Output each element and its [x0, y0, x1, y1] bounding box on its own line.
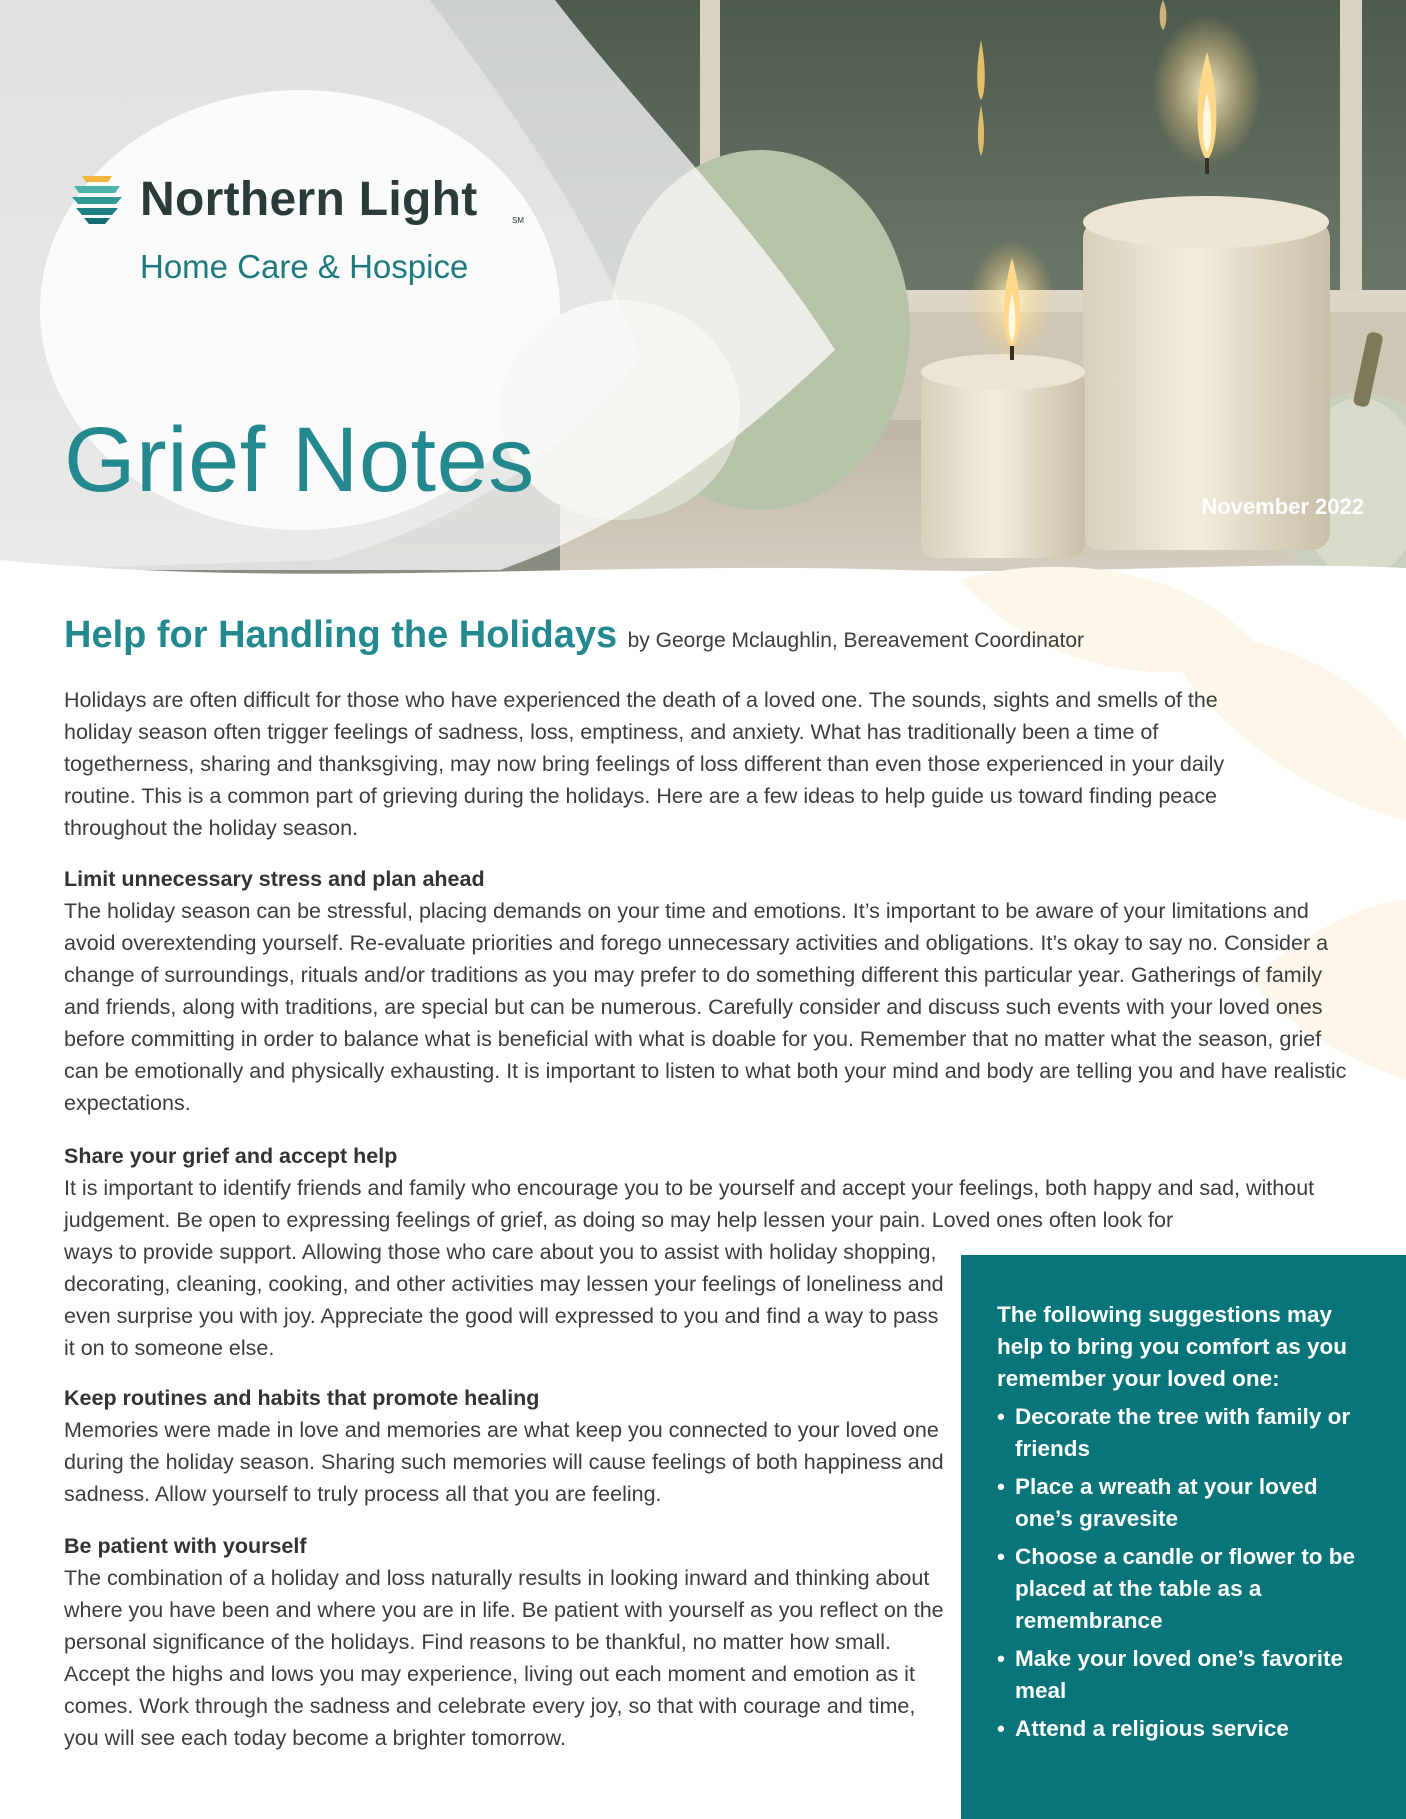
list-item-text: Decorate the tree with family or friends — [1015, 1404, 1351, 1461]
section-body: The holiday season can be stressful, placing demands on your time and emotions. It’s important to be aware of your limitations and avoid overextending yourself. Re-evaluate priorities and forego unnecessary activities and obligations. It’s okay to say no. Consider a change of surroundings, rituals and/or traditions as you may prefer to do something different this particular year. Gatherings of family and friends, along with traditions, are special but can be numerous. Carefully consider and discuss such events with your loved ones before committing in order to balance what is beneficial with what is doable for you. Remember that no matter what the season, grief can be emotionally and physically exhausting. It is important to listen to what both your mind and body are telling you and have realistic expectations. — [64, 899, 1347, 1115]
list-item-text: Make your loved one’s favorite meal — [1015, 1646, 1344, 1703]
section-body: The combination of a holiday and loss naturally results in looking inward and thinking about where you have been and where you are in life. Be patient with yourself as you reflect on the personal significance of the holidays. Find reasons to be thankful, no matter how small. Accept the highs and lows you may experience, living out each moment and emotion as it comes. Work through the sadness and celebrate every joy, so that with courage and time, you will see each today become a brighter tomorrow. — [64, 1566, 944, 1750]
suggestions-list — [997, 1401, 1377, 1751]
section-routines — [64, 1382, 944, 1510]
bullet-icon: • — [997, 1404, 1005, 1429]
list-item — [997, 1643, 1377, 1707]
section-share-grief — [64, 1140, 1354, 1236]
list-item-text: Attend a religious service — [1015, 1716, 1289, 1741]
list-item-text: Choose a candle or flower to be placed at the table as a remembrance — [1015, 1544, 1356, 1633]
section-share-grief-continued: ways to provide support. Allowing those who care about you to assist with holiday shopping, decorating, cleaning, cooking, and other activities may lessen your feelings of loneliness and even surprise you with joy. Appreciate the good will expressed to you and find a way to pass it on to someone else. — [64, 1240, 944, 1360]
section-heading: Keep routines and habits that promote healing — [64, 1386, 540, 1410]
hero-banner — [0, 0, 1406, 600]
service-mark: SM — [512, 216, 524, 225]
list-item — [997, 1401, 1377, 1465]
list-item — [997, 1713, 1377, 1745]
section-body: Memories were made in love and memories are what keep you connected to your loved one during the holiday season. Sharing such memories will cause feelings of both happiness and sadness. Allow yourself to truly process all that you are feeling. — [64, 1418, 944, 1506]
section-heading: Be patient with yourself — [64, 1534, 307, 1558]
section-body: It is important to identify friends and family who encourage you to be yourself and accept your feelings, both happy and sad, without judgement. Be open to expressing feelings of grief, as doing so may help lessen your pain. Loved ones often look for — [64, 1176, 1315, 1232]
bullet-icon: • — [997, 1646, 1005, 1671]
pinecone-logo-icon — [68, 168, 126, 226]
section-heading: Limit unnecessary stress and plan ahead — [64, 867, 485, 891]
issue-date: November 2022 — [1201, 494, 1364, 519]
article-header — [64, 614, 1084, 657]
section-stress — [64, 863, 1354, 1119]
list-item — [997, 1471, 1377, 1535]
article-title: Help for Handling the Holidays — [64, 614, 618, 656]
section-patience — [64, 1530, 944, 1754]
bullet-icon: • — [997, 1474, 1005, 1499]
brand-name: Northern Light — [140, 173, 478, 226]
bullet-icon: • — [997, 1716, 1005, 1741]
list-item — [997, 1541, 1377, 1637]
comfort-suggestions-box — [961, 1255, 1406, 1819]
section-heading: Share your grief and accept help — [64, 1144, 398, 1168]
bullet-icon: • — [997, 1544, 1005, 1569]
brand-subtitle: Home Care & Hospice — [140, 248, 469, 285]
newsletter-title: Grief Notes — [64, 409, 535, 511]
article-intro: Holidays are often difficult for those who have experienced the death of a loved one. The sounds, sights and smells of the holiday season often trigger feelings of sadness, loss, emptiness, and anxiety. What has traditionally been a time of togetherness, sharing and thanksgiving, may now bring feelings of loss different than even those experienced in your daily routine. This is a common part of grieving during the holidays. Here are a few ideas to help guide us toward finding peace throughout the holiday season. — [64, 688, 1225, 840]
suggestions-intro: The following suggestions may help to bring you comfort as you remember your loved one: — [997, 1302, 1348, 1391]
article-byline: by George Mclaughlin, Bereavement Coordinator — [627, 629, 1085, 652]
list-item-text: Place a wreath at your loved one’s gravesite — [1015, 1474, 1318, 1531]
